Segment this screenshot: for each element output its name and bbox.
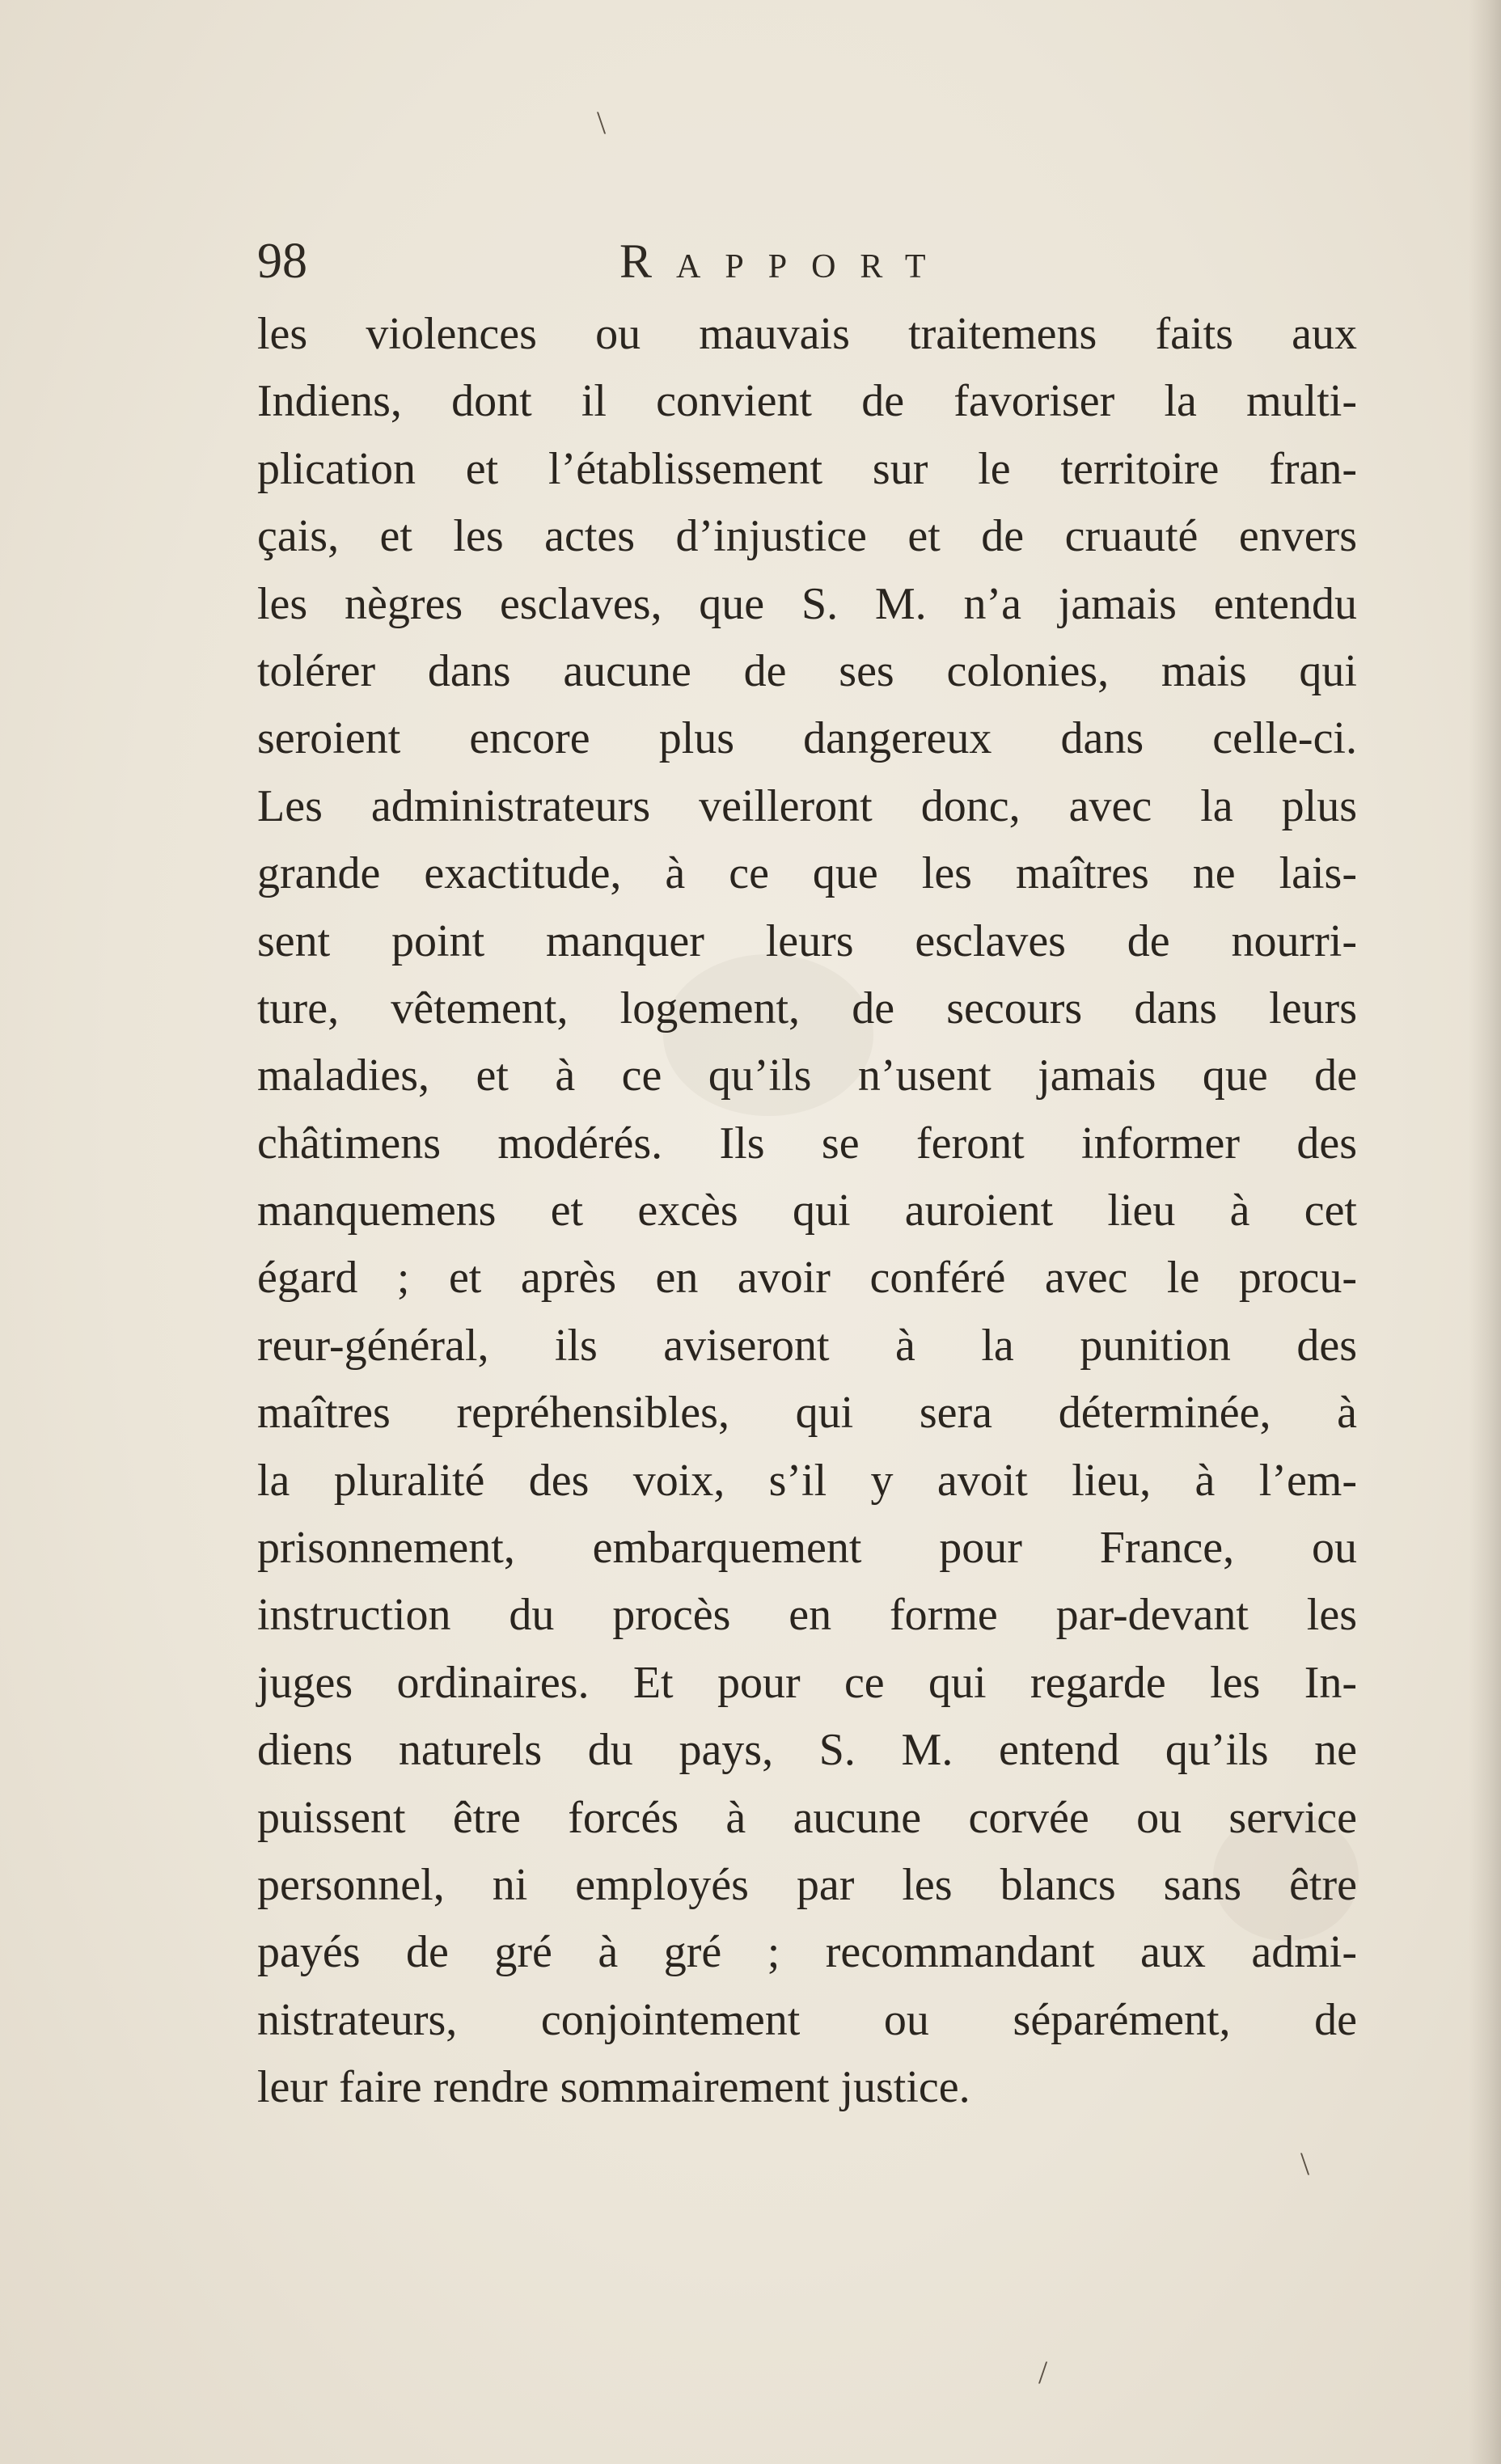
text-line-last: leur faire rendre sommairement justice. bbox=[257, 2062, 970, 2113]
page-number: 98 bbox=[257, 234, 307, 289]
text-line: égard ; et après en avoir conféré avec le procu- bbox=[257, 1253, 1357, 1304]
text-line: personnel, ni employés par les blancs sans être bbox=[257, 1859, 1357, 1910]
text-line: les violences ou mauvais traitemens faits aux bbox=[257, 309, 1357, 359]
paper-speck: \ bbox=[1300, 2145, 1310, 2182]
page-gutter-shadow bbox=[1469, 0, 1501, 2464]
text-line: sent point manquer leurs esclaves de nourri- bbox=[257, 915, 1357, 966]
text-line: Indiens, dont il convient de favoriser la multi- bbox=[257, 376, 1357, 427]
text-line: diens naturels du pays, S. M. entend qu’ils ne bbox=[257, 1725, 1357, 1776]
paper-speck: / bbox=[1038, 2354, 1048, 2390]
text-line: les nègres esclaves, que S. M. n’a jamais entendu bbox=[257, 578, 1357, 629]
text-line: la pluralité des voix, s’il y avoit lieu, à l’em- bbox=[257, 1455, 1357, 1506]
text-line: prisonnement, embarquement pour France, ou bbox=[257, 1523, 1357, 1574]
text-line: tolérer dans aucune de ses colonies, mais qui bbox=[257, 645, 1357, 696]
text-line: reur-général, ils aviseront à la punition des bbox=[257, 1320, 1357, 1371]
text-line: maîtres repréhensibles, qui sera déterminée, à bbox=[257, 1388, 1357, 1439]
text-line: payés de gré à gré ; recommandant aux admi- bbox=[257, 1927, 1357, 1978]
text-line: çais, et les actes d’injustice et de cruauté envers bbox=[257, 511, 1357, 562]
text-line: juges ordinaires. Et pour ce qui regarde les In- bbox=[257, 1657, 1357, 1708]
text-line: puissent être forcés à aucune corvée ou service bbox=[257, 1792, 1357, 1843]
text-line: nistrateurs, conjointement ou séparément, de bbox=[257, 1994, 1357, 2045]
page-header bbox=[257, 217, 1357, 290]
text-line: manquemens et excès qui auroient lieu à cet bbox=[257, 1186, 1357, 1236]
text-line: plication et l’établissement sur le territoire fran- bbox=[257, 443, 1357, 494]
running-head: Rapport bbox=[619, 235, 950, 288]
text-line: ture, vêtement, logement, de secours dans leurs bbox=[257, 983, 1357, 1033]
text-line: grande exactitude, à ce que les maîtres ne lais- bbox=[257, 848, 1357, 899]
body-text bbox=[257, 301, 1357, 2122]
paper-speck: \ bbox=[597, 104, 607, 141]
text-line: instruction du procès en forme par-devant les bbox=[257, 1590, 1357, 1641]
text-line: maladies, et à ce qu’ils n’usent jamais que de bbox=[257, 1050, 1357, 1101]
text-line: seroient encore plus dangereux dans celle-ci. bbox=[257, 713, 1357, 764]
text-line: châtimens modérés. Ils se feront informer des bbox=[257, 1118, 1357, 1169]
text-line: Les administrateurs veilleront donc, avec la plus bbox=[257, 780, 1357, 831]
